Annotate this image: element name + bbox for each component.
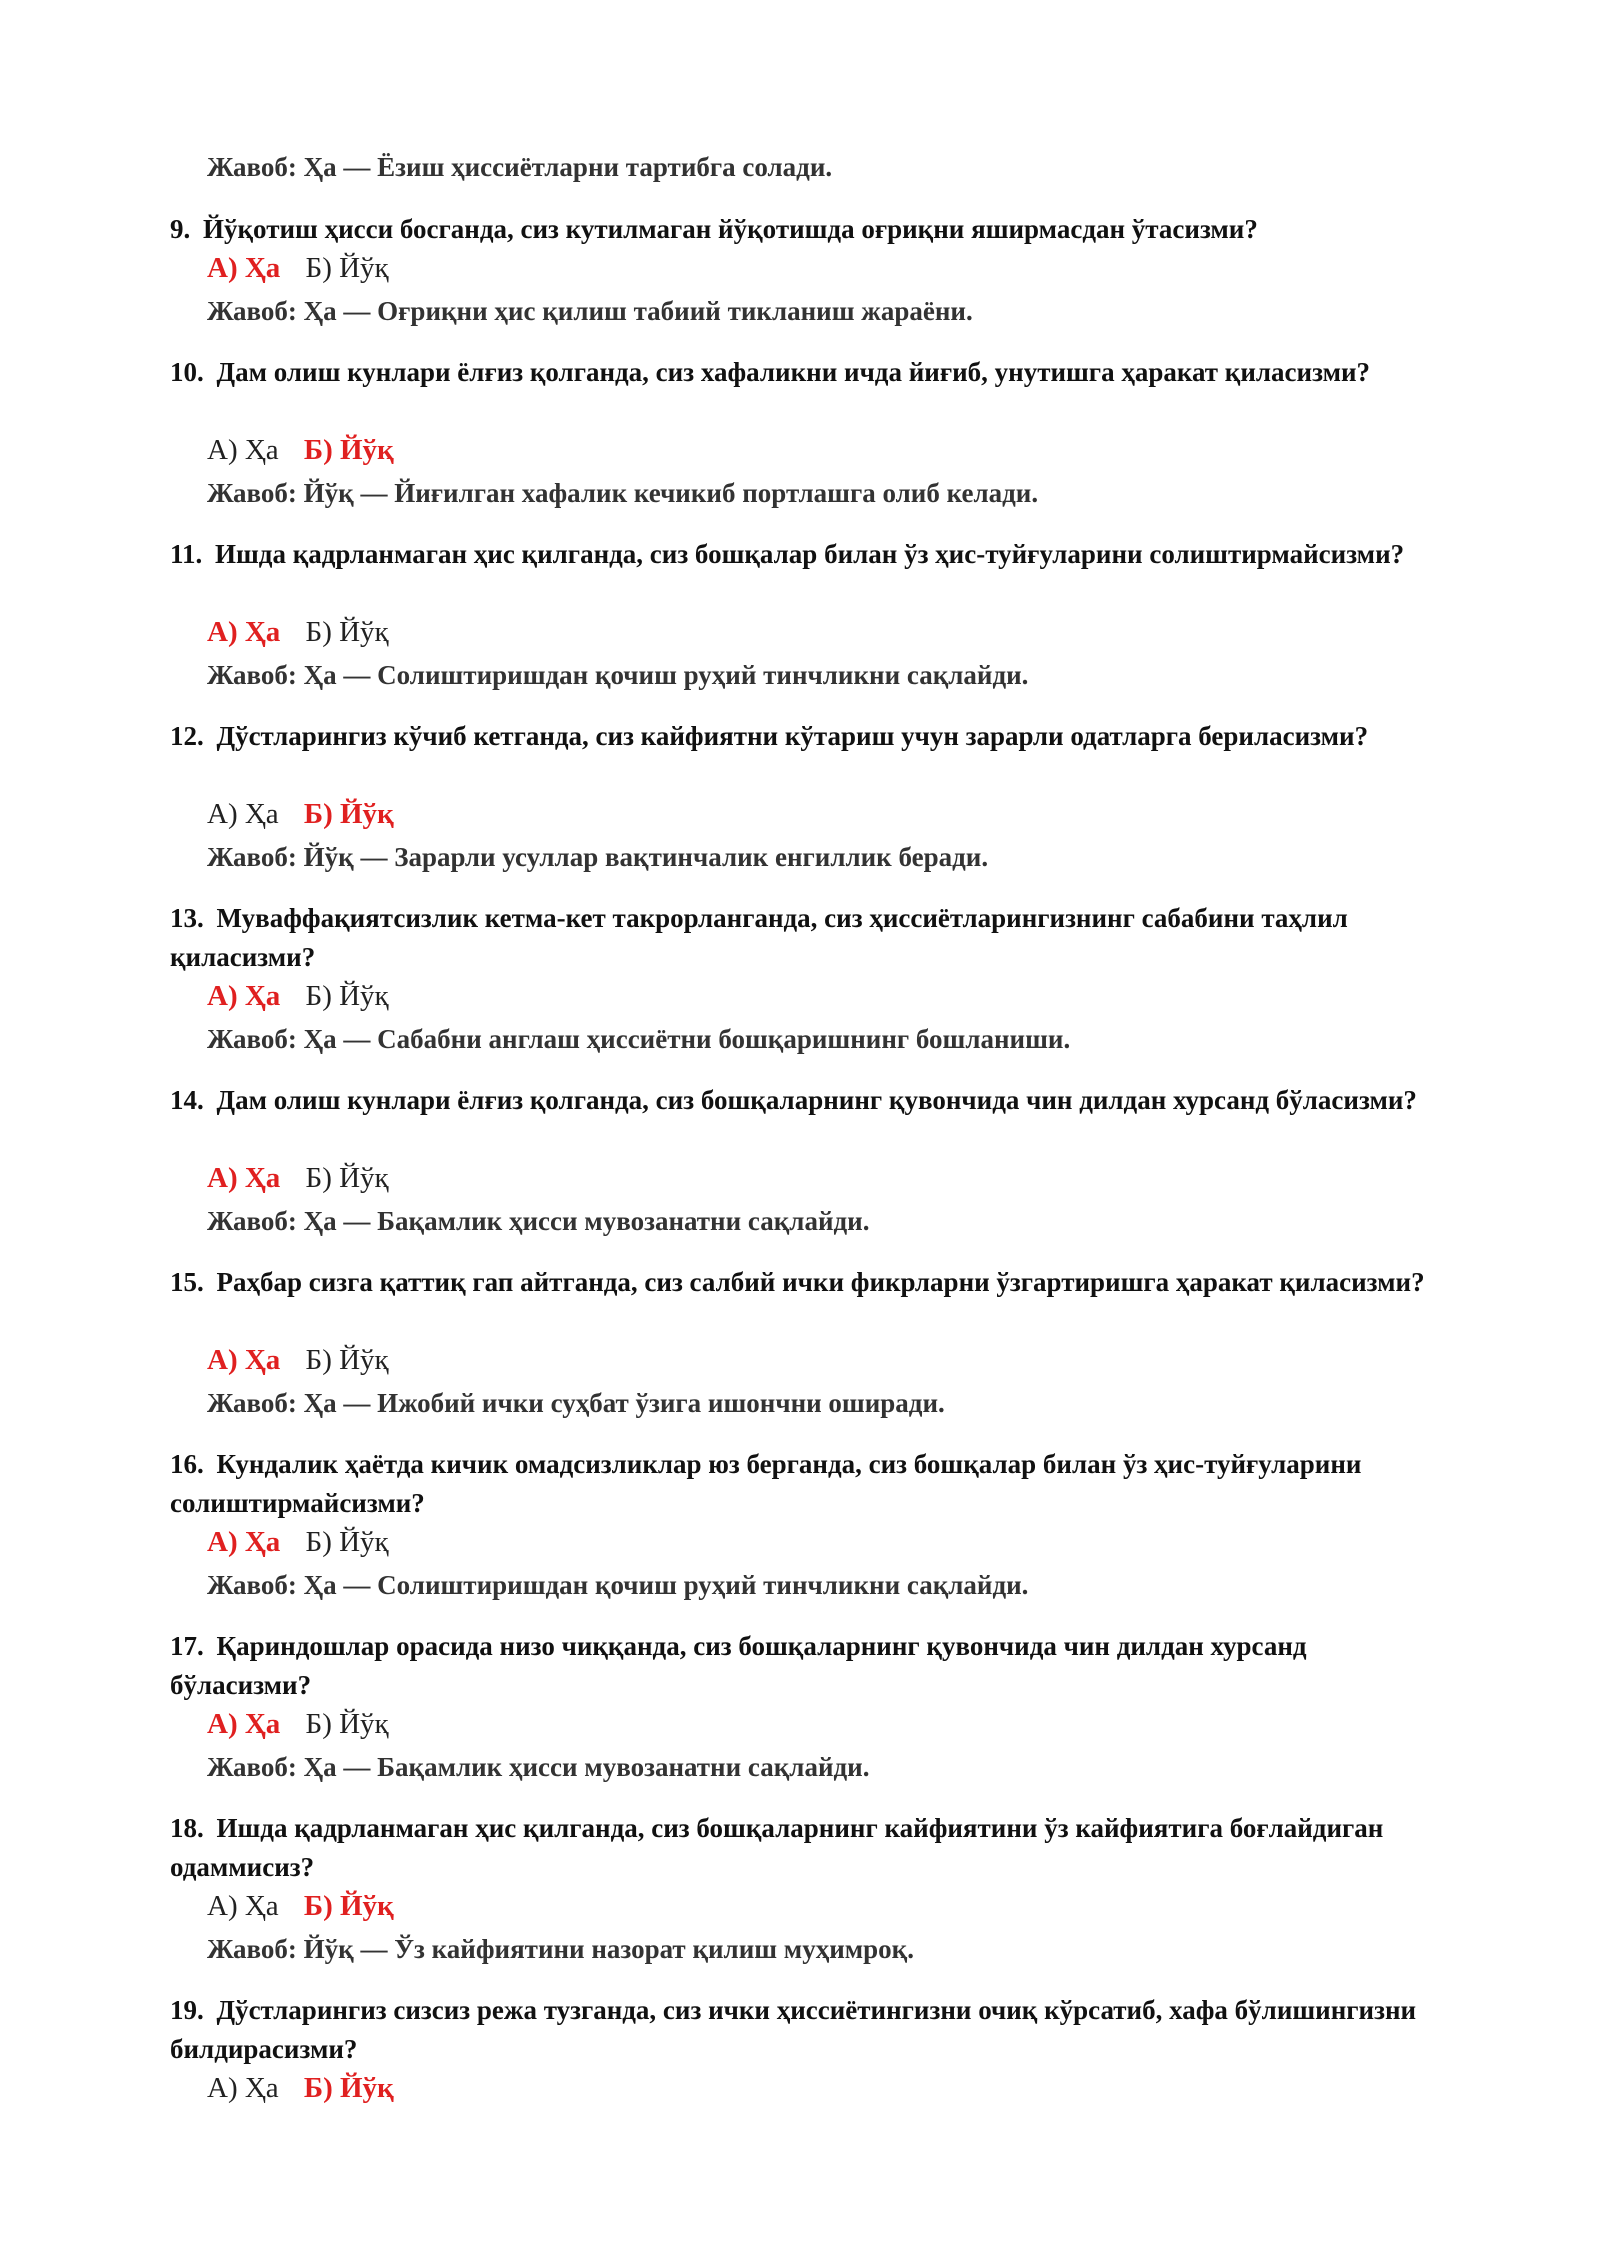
option-a[interactable]: А) Ҳа — [207, 1162, 281, 1194]
answer-line-17: Жавоб: Ҳа — Бақамлик ҳисси мувозанатни сақлайди. — [207, 1752, 870, 1782]
question-number: 11. — [170, 539, 203, 569]
option-b[interactable]: Б) Йўқ — [303, 434, 394, 466]
answer-line-14: Жавоб: Ҳа — Бақамлик ҳисси мувозанатни сақлайди. — [207, 1206, 870, 1236]
question-11 — [170, 535, 1440, 574]
option-b[interactable]: Б) Йўқ — [305, 1526, 389, 1558]
question-number: 13. — [170, 903, 204, 933]
question-9 — [170, 210, 1440, 249]
question-text: Йўқотиш ҳисси босганда, сиз кутилмаган йўқотишда оғриқни яширмасдан ўтасизми? — [203, 214, 1258, 244]
answer-line-10: Жавоб: Йўқ — Йиғилган хафалик кечикиб портлашга олиб келади. — [207, 478, 1039, 508]
answer-line-11: Жавоб: Ҳа — Солиштиришдан қочиш руҳий тинчликни сақлайди. — [207, 660, 1029, 690]
question-12 — [170, 717, 1440, 756]
option-a[interactable]: А) Ҳа — [207, 434, 279, 466]
question-text: Муваффақиятсизлик кетма-кет такрорланганда, сиз ҳиссиётларингизнинг сабабини таҳлил қиласизми? — [170, 903, 1348, 972]
option-b[interactable]: Б) Йўқ — [303, 798, 394, 830]
answer-line-18: Жавоб: Йўқ — Ўз кайфиятини назорат қилиш муҳимроқ. — [207, 1934, 914, 1964]
answer-line-8: Жавоб: Ҳа — Ёзиш ҳиссиётларни тартибга солади. — [207, 152, 833, 182]
options-18 — [207, 1890, 412, 1923]
option-a[interactable]: А) Ҳа — [207, 2072, 279, 2104]
options-15 — [207, 1344, 407, 1377]
question-number: 12. — [170, 721, 204, 751]
question-14 — [170, 1081, 1440, 1120]
question-number: 16. — [170, 1449, 204, 1479]
option-a[interactable]: А) Ҳа — [207, 252, 281, 284]
question-number: 9. — [170, 214, 191, 244]
question-number: 17. — [170, 1631, 204, 1661]
option-a[interactable]: А) Ҳа — [207, 1344, 281, 1376]
question-number: 14. — [170, 1085, 204, 1115]
option-b[interactable]: Б) Йўқ — [305, 980, 389, 1012]
option-b[interactable]: Б) Йўқ — [305, 1708, 389, 1740]
question-19 — [170, 1991, 1440, 2069]
question-text: Дўстларингиз сизсиз режа тузганда, сиз ички ҳиссиётингизни очиқ кўрсатиб, хафа бўлишингизни билдирасизми? — [170, 1995, 1417, 2064]
question-10 — [170, 353, 1440, 392]
options-10 — [207, 434, 412, 467]
question-number: 18. — [170, 1813, 204, 1843]
options-11 — [207, 616, 407, 649]
answer-line-13: Жавоб: Ҳа — Сабабни англаш ҳиссиётни бошқаришнинг бошланиши. — [207, 1024, 1071, 1054]
question-text: Ишда қадрланмаган ҳис қилганда, сиз бошқалар билан ўз ҳис-туйғуларини солиштирмайсизми? — [215, 539, 1405, 569]
question-number: 15. — [170, 1267, 204, 1297]
question-13 — [170, 899, 1440, 977]
options-16 — [207, 1526, 407, 1559]
question-16 — [170, 1445, 1440, 1523]
question-text: Дўстларингиз кўчиб кетганда, сиз кайфиятни кўтариш учун зарарли одатларга бериласизми? — [216, 721, 1369, 751]
answer-line-15: Жавоб: Ҳа — Ижобий ички суҳбат ўзига ишончни оширади. — [207, 1388, 945, 1418]
question-17 — [170, 1627, 1440, 1705]
option-a[interactable]: А) Ҳа — [207, 980, 281, 1012]
option-a[interactable]: А) Ҳа — [207, 798, 279, 830]
option-a[interactable]: А) Ҳа — [207, 616, 281, 648]
options-17 — [207, 1708, 407, 1741]
question-text: Раҳбар сизга қаттиқ гап айтганда, сиз салбий ички фикрларни ўзгартиришга ҳаракат қиласизми? — [216, 1267, 1425, 1297]
question-number: 10. — [170, 357, 204, 387]
option-b[interactable]: Б) Йўқ — [305, 252, 389, 284]
option-b[interactable]: Б) Йўқ — [305, 1344, 389, 1376]
question-15 — [170, 1263, 1440, 1302]
answer-line-12: Жавоб: Йўқ — Зарарли усуллар вақтинчалик енгиллик беради. — [207, 842, 989, 872]
answer-line-9: Жавоб: Ҳа — Оғриқни ҳис қилиш табиий тикланиш жараёни. — [207, 296, 973, 326]
options-14 — [207, 1162, 407, 1195]
question-text: Кундалик ҳаётда кичик омадсизликлар юз берганда, сиз бошқалар билан ўз ҳис-туйғуларини солиштирмайсизми? — [170, 1449, 1362, 1518]
answer-line-16: Жавоб: Ҳа — Солиштиришдан қочиш руҳий тинчликни сақлайди. — [207, 1570, 1029, 1600]
options-19 — [207, 2072, 412, 2105]
option-b[interactable]: Б) Йўқ — [305, 616, 389, 648]
question-text: Дам олиш кунлари ёлғиз қолганда, сиз бошқаларнинг қувончида чин дилдан хурсанд бўласизми? — [216, 1085, 1417, 1115]
option-b[interactable]: Б) Йўқ — [305, 1162, 389, 1194]
question-number: 19. — [170, 1995, 204, 2025]
option-b[interactable]: Б) Йўқ — [303, 2072, 394, 2104]
option-a[interactable]: А) Ҳа — [207, 1526, 281, 1558]
question-text: Ишда қадрланмаган ҳис қилганда, сиз бошқаларнинг кайфиятини ўз кайфиятига боғлайдиган одаммисиз? — [170, 1813, 1384, 1882]
options-9 — [207, 252, 407, 285]
question-18 — [170, 1809, 1440, 1887]
option-a[interactable]: А) Ҳа — [207, 1890, 279, 1922]
option-b[interactable]: Б) Йўқ — [303, 1890, 394, 1922]
option-a[interactable]: А) Ҳа — [207, 1708, 281, 1740]
question-text: Қариндошлар орасида низо чиққанда, сиз бошқаларнинг қувончида чин дилдан хурсанд бўласизми? — [170, 1631, 1307, 1700]
question-text: Дам олиш кунлари ёлғиз қолганда, сиз хафаликни ичда йиғиб, унутишга ҳаракат қиласизми? — [216, 357, 1371, 387]
options-12 — [207, 798, 412, 831]
options-13 — [207, 980, 407, 1013]
